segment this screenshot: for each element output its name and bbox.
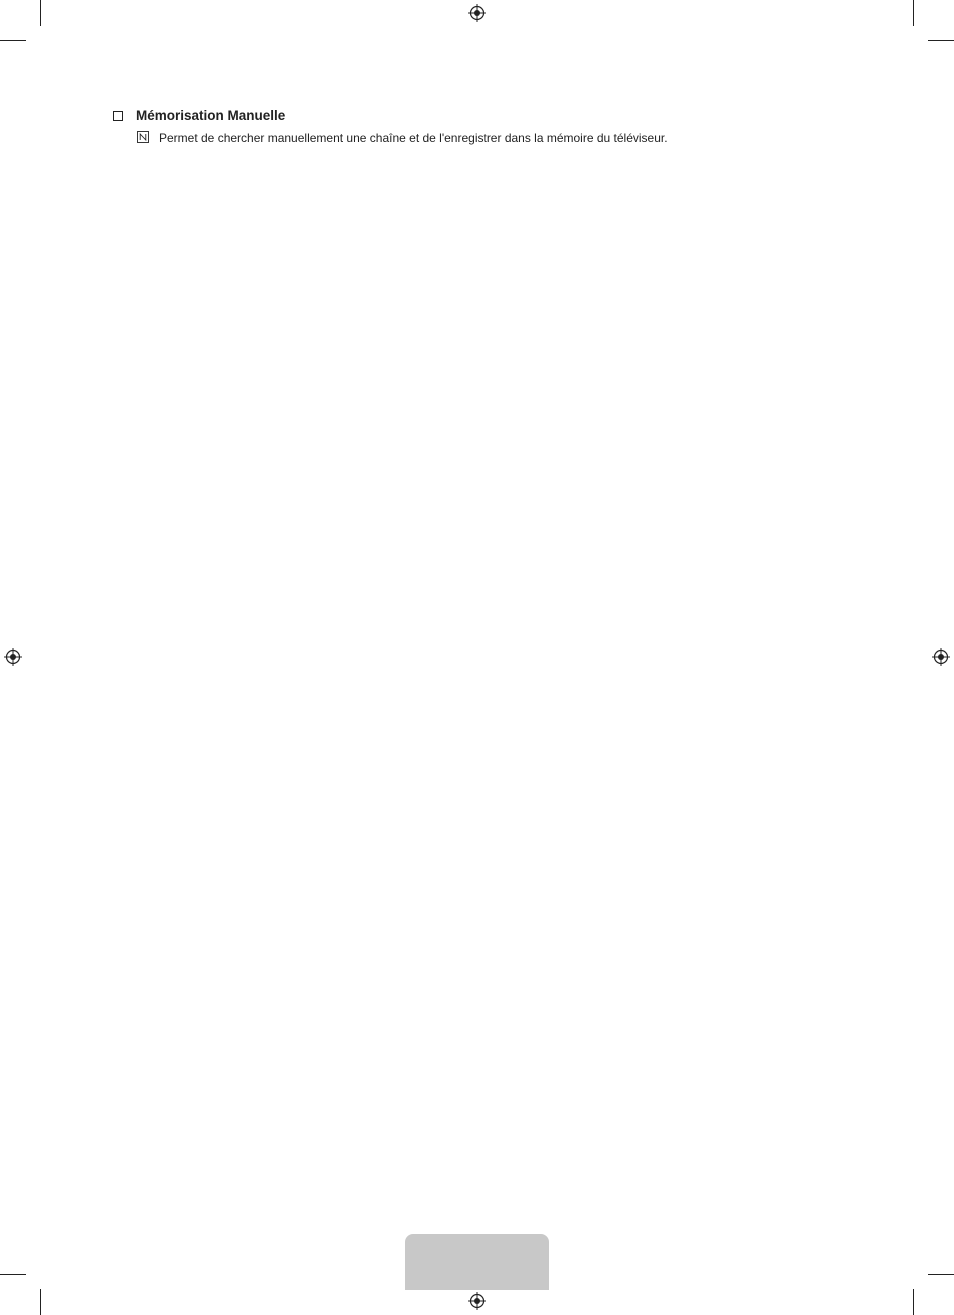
- registration-mark-icon: [4, 648, 22, 666]
- page-number-tab: [405, 1234, 549, 1290]
- registration-mark-icon: [932, 648, 950, 666]
- registration-mark-icon: [468, 4, 486, 22]
- section-title-text: Mémorisation Manuelle: [136, 108, 286, 123]
- crop-mark: [928, 40, 954, 41]
- registration-mark-icon: [468, 1292, 486, 1310]
- crop-mark: [913, 0, 914, 26]
- crop-mark: [40, 1289, 41, 1315]
- note-item: [111, 130, 841, 146]
- section-title: [111, 108, 841, 124]
- crop-mark: [40, 0, 41, 26]
- crop-mark: [928, 1274, 954, 1275]
- crop-mark: [0, 1274, 26, 1275]
- manual-page-content: [111, 108, 841, 150]
- item-text: [159, 131, 668, 145]
- text-run: Permet de chercher manuellement une chaîne et de l'enregistrer dans la mémoire du téléviseur.: [159, 131, 668, 145]
- crop-mark: [913, 1289, 914, 1315]
- checkbox-icon: [113, 111, 123, 121]
- note-icon: [137, 131, 149, 143]
- crop-mark: [0, 40, 26, 41]
